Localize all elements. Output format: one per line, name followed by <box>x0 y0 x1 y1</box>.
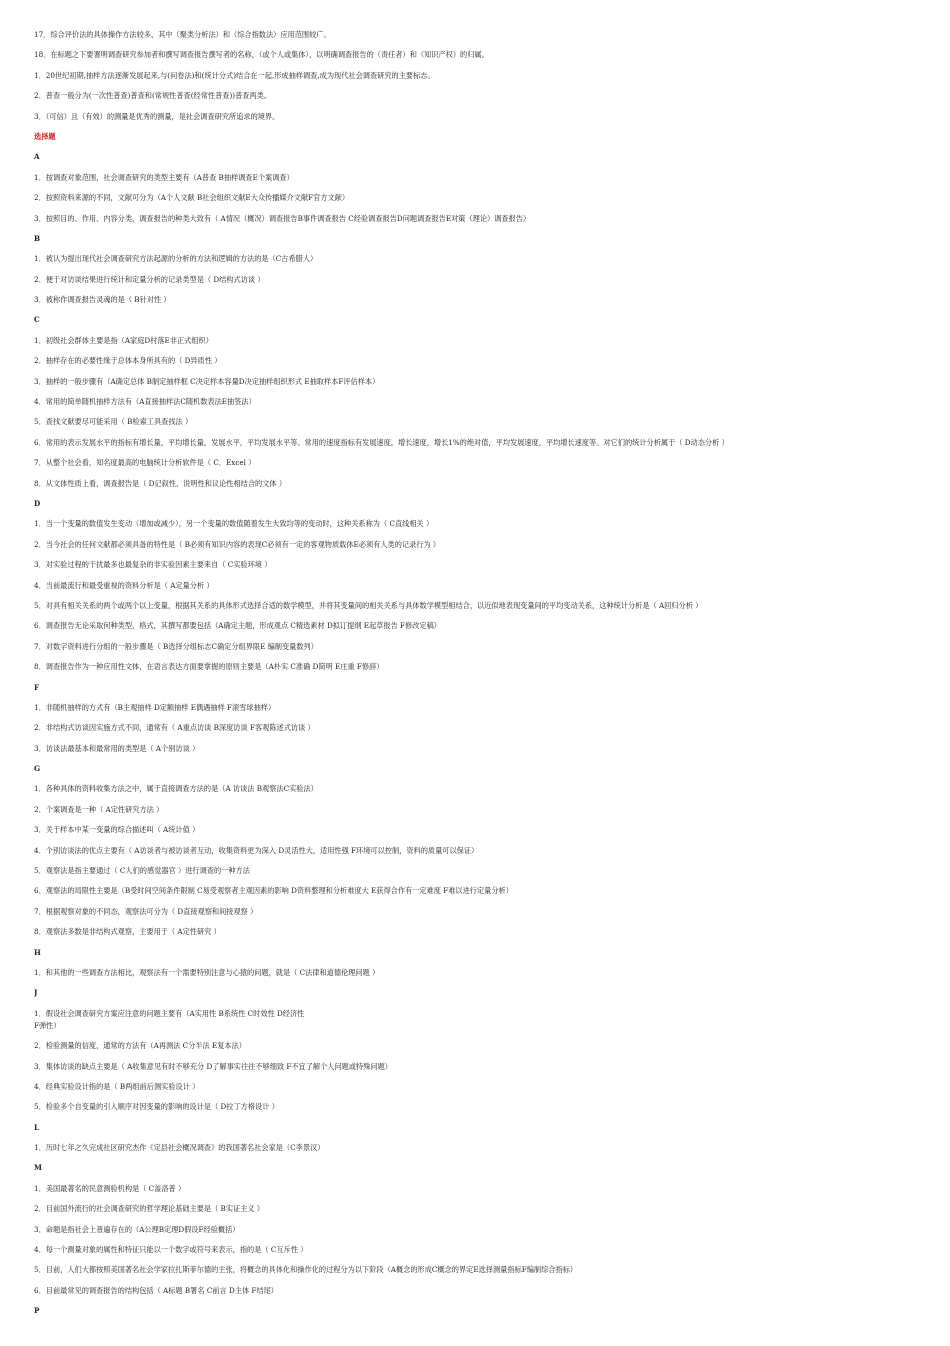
section-heading: A <box>34 152 40 162</box>
section-heading: B <box>34 233 41 243</box>
text-line: 3．（可信）且（有效）的测量是优秀的测量，是社会调查研究所追求的境界。 <box>34 111 280 121</box>
text-line: 5．查找文献要尽可能采用（ B检索工具查找法 ） <box>34 417 193 427</box>
text-line: 4．当前最流行和最受重视的资料分析是（ A定量分析 ） <box>34 580 214 590</box>
text-line: 6．调查报告无论采取何种类型，格式，其撰写都要包括（A确定主题，形成观点 C精选素材 D拟订提纲 E起草报告 F修改定稿） <box>34 621 441 631</box>
section-heading: 选择题 <box>34 131 56 141</box>
text-line: 3．集体访谈的缺点主要是（ A收集意见有时不够充分 D了解事实往往不够细致 F不宜了解个人问题或特殊问题） <box>34 1061 392 1071</box>
text-line: 18．在标题之下要署明调查研究参加者和撰写调查报告撰写者的名称，（或个人或集体），以明确调查报告的（责任者）和（知识产权）的归属。 <box>34 50 489 60</box>
text-line: 8．从文体性质上看，调查报告是（ D记叙性、说明性和议论性相结合的文体 ） <box>34 478 287 488</box>
text-line: 5．目前，人们大都按照美国著名社会学家拉扎斯菲尔德的主张，将概念的具体化和操作化的过程分为以下阶段（A概念的形成C概念的界定E选择测量指标F编制综合指标） <box>34 1265 578 1275</box>
text-line: 8．观察法多数是非结构式观察，主要用于（ A定性研究 ） <box>34 927 221 937</box>
text-line: 5．观察法是指主要通过（ C人们的感觉器官 ）进行调查的一种方法 <box>34 866 250 876</box>
text-line: 2．目前国外流行的社会调查研究的哲学理论基础主要是（ B实证主义 ） <box>34 1204 265 1214</box>
text-line: 1．和其他的一些调查方法相比，观察法有一个需要特别注意与心猿的问题，就是（ C法律和道德伦理问题 ） <box>34 967 380 977</box>
text-line: 3．关于样本中某一变量的综合描述叫（ A统计值 ） <box>34 825 200 835</box>
text-line: 2．检验测量的信度，通常的方法有（A再测法 C分半法 E复本法） <box>34 1041 246 1051</box>
text-line: 6．目前最常见的调查报告的结构包括（ A标题 B署名 C前言 D主体 F结尾） <box>34 1285 278 1295</box>
text-line: 3．被称作调查报告灵魂的是（ B针对性 ） <box>34 295 171 305</box>
text-line: 1．历时七年之久完成社区研究杰作《定县社会概况调查》的我国著名社会家是（C李景汉） <box>34 1143 325 1153</box>
section-heading: H <box>34 947 41 957</box>
text-line: 5．对具有相关关系的两个或两个以上变量，根据其关系的具体形式选择合适的数学模型，并将其变量间的相关关系与具体数学模型相结合，以近似地表现变量间的平均变动关系，这种统计分析是（ A回归分析 ） <box>34 600 703 610</box>
text-line: 3．按照目的、作用、内容分类，调查报告的种类大致有（ A情况（概况）调查报告B事件调查报告 C经验调查报告D问题调查报告E对策（理论）调查报告） <box>34 213 531 223</box>
text-line: 1．按调查对象范围，社会调查研究的类型主要有（A普查 B抽样调查E个案调查） <box>34 172 294 182</box>
text-line: 1．非随机抽样的方式有（B主观抽样 D定额抽样 E偶遇抽样 F滚雪球抽样） <box>34 702 276 712</box>
text-line: 2．便于对访谈结果进行统计和定量分析的记录类型是（ D结构式访谈 ） <box>34 274 265 284</box>
section-heading: G <box>34 764 41 774</box>
text-line: 8．调查报告作为一种应用性文体，在语言表达方面要掌握的原则主要是（A朴实 C准确 D简明 E庄重 F修辞） <box>34 662 384 672</box>
text-line: 1．被认为提出现代社会调查研究方法起源的分析的方法和逻辑的方法的是（C古希腊人） <box>34 254 318 264</box>
text-line: F弹性） <box>34 1020 61 1030</box>
text-line: 2．按照资料来源的不同，文献可分为（A个人文献 B社会组织文献E大众传播媒介文献F官方文献） <box>34 193 350 203</box>
text-line: 1．当一个变量的数值发生变动（增加或减少），另一个变量的数值随着发生大致均等的变动时，这种关系称为（ C直线相关 ） <box>34 519 434 529</box>
text-line: 1．各种具体的资料收集方法之中，属于直接调查方法的是（A 访谈法 B观察法C实验法） <box>34 784 318 794</box>
text-line: 7．根据观察对象的不同态，观察法可分为（ D直接观察和间接观察 ） <box>34 906 258 916</box>
text-line: 3．对实验过程的干扰最多也最复杂的非实验因素主要来自（ C实验环境 ） <box>34 560 272 570</box>
text-line: 4．个别访谈法的优点主要有（ A访谈者与被访谈者互动，收集资料更为深入 D灵活性大，适用性强 F环境可以控制，资料的质量可以保证） <box>34 845 479 855</box>
text-line: 17．综合评价法的具体操作方法较多，其中（聚类分析法）和（综合指数法）应用范围较广。 <box>34 30 331 39</box>
section-heading: L <box>34 1122 40 1132</box>
text-line: 3．访谈法最基本和最常用的类型是（ A个别访谈 ） <box>34 743 200 753</box>
section-heading: M <box>34 1163 42 1173</box>
section-heading: P <box>34 1306 40 1316</box>
text-line: 7．从整个社会看，知名度最高的电脑统计分析软件是（ C．Excel ） <box>34 458 256 468</box>
section-heading: C <box>34 315 40 325</box>
text-line: 1．假设社会调查研究方案应注意的问题主要有（A实用性 B系统性 C时效性 D经济性 <box>34 1008 305 1018</box>
text-line: 7．对数字资料进行分组的一般步骤是（ B选择分组标志C确定分组界限E 编制变量数列） <box>34 641 318 651</box>
section-heading: J <box>34 988 38 998</box>
text-line: 1．美国最著名的民意测验机构是（ C盖洛普 ） <box>34 1183 186 1193</box>
text-line: 4．每一个测量对象的属性和特征只能以一个数字或符号来表示，指的是（ C互斥性 ） <box>34 1245 308 1255</box>
text-line: 2．个案调查是一种（ A定性研究方法 ） <box>34 804 164 814</box>
text-line: 5．检验多个自变量的引入顺序对因变量的影响的设计是（ D拉丁方格设计 ） <box>34 1102 279 1112</box>
text-line: 2．非结构式访谈因实施方式不同，通常有（ A重点访谈 B深度访谈 F客观陈述式访谈 ） <box>34 723 315 733</box>
text-line: 6．常用的表示发展水平的指标有增长量，平均增长量，发展水平，平均发展水平等。常用的速度指标有发展速度，增长速度，增长1%的绝对值，平均发展速度，平均增长速度等。对它们的统计分析属于（ D动态分析 ） <box>34 437 729 447</box>
section-heading: D <box>34 498 41 508</box>
document-page <box>34 30 934 1327</box>
text-line: 4．常用的简单随机抽样方法有（A直接抽样法C随机数表法E抽签法） <box>34 397 256 407</box>
text-line: 6．观察法的局限性主要是（B受时间空间条件限制 C易受观察者主观因素的影响 D资料整理和分析难度大 E获得合作有一定难度 F难以进行定量分析） <box>34 886 513 896</box>
text-line: 3．抽样的一般步骤有（A确定总体 B制定抽样框 C决定样本容量D决定抽样组织形式 E抽取样本F评估样本） <box>34 376 380 386</box>
text-line: 2．普查一般分为(一次性普查)普查和(常规性普查(经常性普查))普查两类。 <box>34 91 272 101</box>
text-line: 3．命题是指社会上普遍存在的（A公理B定理D假设F经验概括） <box>34 1224 240 1234</box>
text-line: 2．当今社会的任何文献都必须具备的特性是（ B必须有知识内容的表现C必须有一定的客观物质载体E必须有人类的记录行为 ） <box>34 539 441 549</box>
text-line: 2．抽样存在的必要性缘于总体本身所具有的（ D异质性 ） <box>34 356 222 366</box>
section-heading: F <box>34 682 40 692</box>
text-line: 1．20世纪初期,抽样方法逐渐发展起来,与(问卷法)和(统计分式)结合在一起,形成抽样调查,成为现代社会调查研究的主要标志。 <box>34 70 435 80</box>
text-line: 4．经典实验设计指的是（ B两组前后测实验设计 ） <box>34 1081 200 1091</box>
text-line: 1．初级社会群体主要是指（A家庭D村落E非正式组织） <box>34 335 213 345</box>
